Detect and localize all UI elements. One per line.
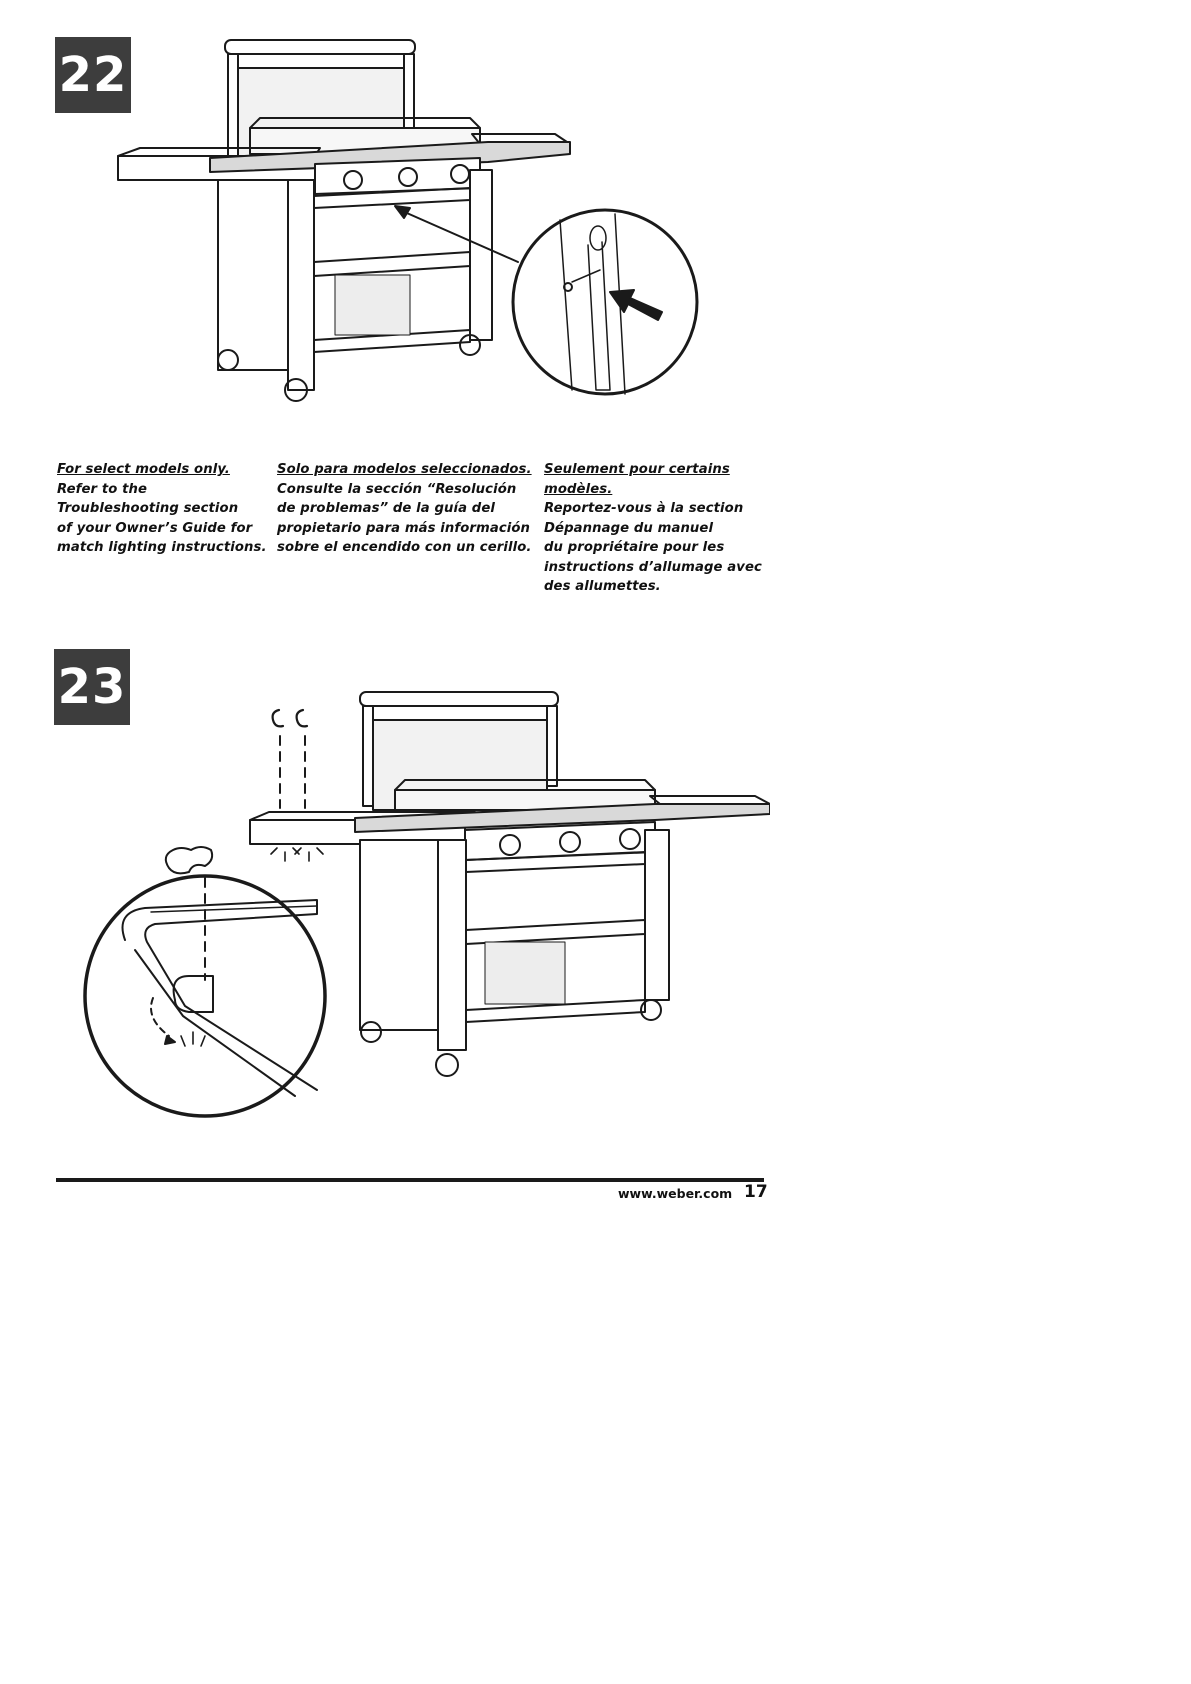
note-english-line: Troubleshooting section <box>57 501 239 516</box>
note-spanish-line: Consulte la sección “Resolución <box>277 481 517 497</box>
note-english-line: Refer to the <box>57 481 148 497</box>
note-spanish-line: sobre el encendido con un cerillo. <box>277 540 532 555</box>
step-23-badge: 23 <box>54 649 130 725</box>
note-french-heading: modèles. <box>544 481 613 497</box>
note-french-line: Dépannage du manuel <box>544 520 714 536</box>
step-22-illustration <box>110 30 760 440</box>
note-english-line: match lighting instructions. <box>57 540 267 555</box>
note-french-line: Reportez-vous à la section <box>544 501 744 516</box>
note-english <box>57 460 267 558</box>
note-french-line: des allumettes. <box>544 579 661 594</box>
note-english-line: of your Owner’s Guide for <box>57 520 253 536</box>
note-spanish-line: de problemas” de la guía del <box>277 501 495 516</box>
note-spanish-heading: Solo para modelos seleccionados. <box>277 462 532 477</box>
page-number: 17 <box>744 1182 768 1202</box>
note-french-heading: Seulement pour certains <box>544 462 730 477</box>
footer-rule <box>56 1178 764 1182</box>
footer-url: www.weber.com <box>618 1186 733 1201</box>
step-22-badge: 22 <box>55 37 131 113</box>
note-spanish-line: propietario para más información <box>277 520 531 536</box>
note-spanish <box>277 460 532 558</box>
note-french <box>544 460 762 597</box>
step-23-illustration <box>55 680 770 1150</box>
note-french-line: du propriétaire pour les <box>544 540 725 555</box>
note-french-line: instructions d’allumage avec <box>544 559 762 575</box>
note-english-heading: For select models only. <box>57 462 230 477</box>
